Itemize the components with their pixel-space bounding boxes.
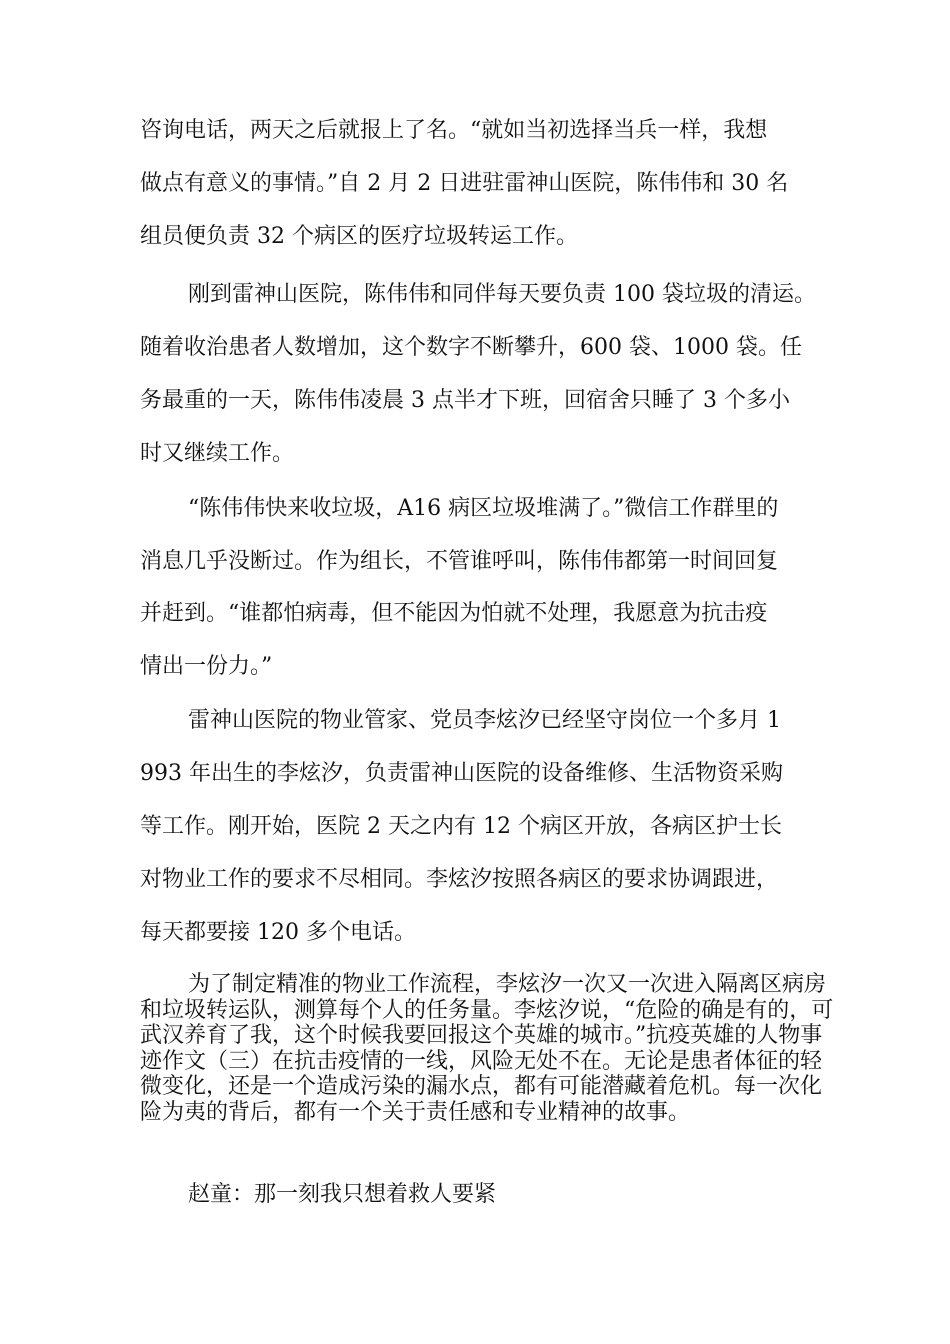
paragraph-5: 为了制定精准的物业工作流程，李炫汐一次又一次进入隔离区病房和垃圾转运队，测算每个人的任务量。李炫汐说，“危险的确是有的，可武汉养育了我，这个时候我要回报这个英雄的城市。”抗疫英雄的人物事迹作文（三）在抗击疫情的一线，风险无处不在。无论是患者体征的轻微变化，还是一个造成污染的漏水点，都有可能潜藏着危机。每一次化险为夷的背后，都有一个关于责任感和专业精神的故事。 [140, 972, 834, 1125]
text-line: 务最重的一天，陈伟伟凌晨 3 点半才下班，回宿舍只睡了 3 个多小 [140, 388, 790, 413]
text-line: “陈伟伟快来收垃圾，A16 病区垃圾堆满了。”微信工作群里的 [188, 496, 779, 521]
text-line: 情出一份力。” [140, 654, 273, 679]
text-line: 做点有意义的事情。”自 2 月 2 日进驻雷神山医院，陈伟伟和 30 名 [140, 171, 789, 196]
text-line: 并赶到。“谁都怕病毒，但不能因为怕就不处理，我愿意为抗击疫 [140, 601, 768, 626]
text-line: 组员便负责 32 个病区的医疗垃圾转运工作。 [140, 224, 578, 249]
text-line: 消息几乎没断过。作为组长，不管谁呼叫，陈伟伟都第一时间回复 [140, 549, 779, 574]
text-line: 993 年出生的李炫汐，负责雷神山医院的设备维修、生活物资采购 [140, 761, 783, 786]
text-line: 刚到雷神山医院，陈伟伟和同伴每天要负责 100 袋垃圾的清运。 [188, 282, 816, 307]
text-line: 雷神山医院的物业管家、党员李炫汐已经坚守岗位一个多月 1 [188, 708, 781, 733]
text-line: 时又继续工作。 [140, 441, 295, 466]
section-heading: 赵童：那一刻我只想着救人要紧 [188, 1182, 497, 1207]
text-line: 咨询电话，两天之后就报上了名。“就如当初选择当兵一样，我想 [140, 118, 768, 143]
text-line: 每天都要接 120 多个电话。 [140, 920, 416, 945]
text-line: 对物业工作的要求不尽相同。李炫汐按照各病区的要求协调跟进， [140, 867, 779, 892]
text-line: 等工作。刚开始，医院 2 天之内有 12 个病区开放，各病区护士长 [140, 814, 782, 839]
text-line: 随着收治患者人数增加，这个数字不断攀升，600 袋、1000 袋。任 [140, 335, 802, 360]
